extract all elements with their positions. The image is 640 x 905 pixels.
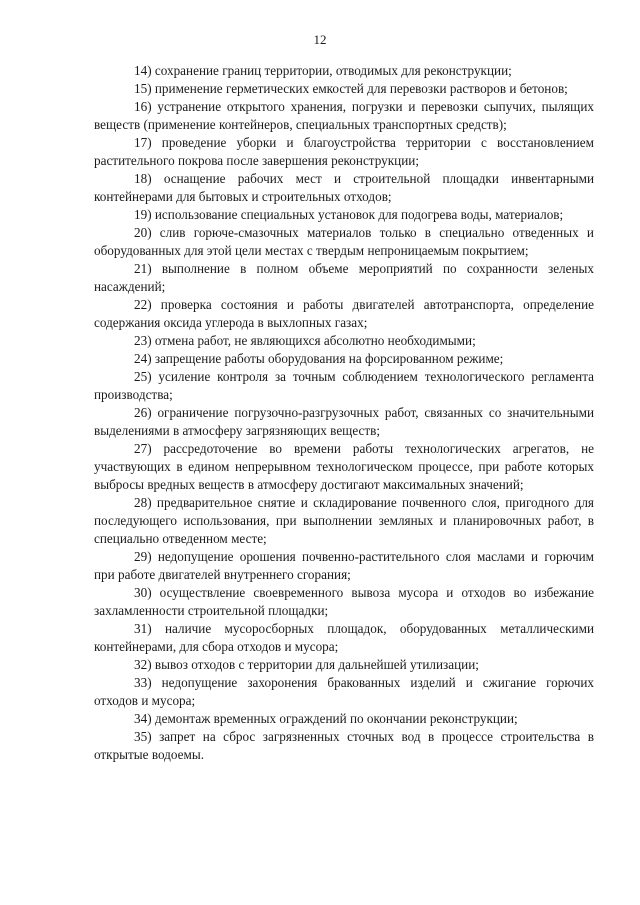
- document-body: [94, 62, 594, 764]
- page-number: 12: [313, 32, 327, 47]
- list-item: 23) отмена работ, не являющихся абсолютно необходимыми;: [134, 333, 476, 348]
- list-item: 22) проверка состояния и работы двигателей автотранспорта, определение содержания оксида углерода в выхлопных газах;: [94, 297, 594, 330]
- list-item: 15) применение герметических емкостей для перевозки растворов и бетонов;: [134, 81, 568, 96]
- list-item: 29) недопущение орошения почвенно-растительного слоя маслами и горючим при работе двигателей внутреннего сгорания;: [94, 549, 594, 582]
- list-item: 33) недопущение захоронения бракованных изделий и сжигание горючих отходов и мусора;: [94, 675, 594, 708]
- list-item: 14) сохранение границ территории, отводимых для реконструкции;: [134, 63, 512, 78]
- list-item: 30) осуществление своевременного вывоза мусора и отходов во избежание захламленности строительной площадки;: [94, 585, 594, 618]
- list-item: 16) устранение открытого хранения, погрузки и перевозки сыпучих, пылящих веществ (применение контейнеров, специальных транспортных средств);: [94, 99, 594, 132]
- list-item: 34) демонтаж временных ограждений по окончании реконструкции;: [134, 711, 518, 726]
- list-item: 18) оснащение рабочих мест и строительной площадки инвентарными контейнерами для бытовых и строительных отходов;: [94, 171, 594, 204]
- list-item: 32) вывоз отходов с территории для дальнейшей утилизации;: [134, 657, 479, 672]
- list-item: 24) запрещение работы оборудования на форсированном режиме;: [134, 351, 504, 366]
- list-item: 19) использование специальных установок для подогрева воды, материалов;: [134, 207, 564, 222]
- list-item: 28) предварительное снятие и складирование почвенного слоя, пригодного для последующего использования, при выполнении земляных и планировочных работ, в специально отведенном месте;: [94, 495, 594, 546]
- list-item: 27) рассредоточение во времени работы технологических агрегатов, не участвующих в едином непрерывном технологическом процессе, при работе которых выбросы вредных веществ в атмосферу достигают максимальных значений;: [94, 441, 594, 492]
- list-item: 25) усиление контроля за точным соблюдением технологического регламента производства;: [94, 369, 594, 402]
- list-item: 21) выполнение в полном объеме мероприятий по сохранности зеленых насаждений;: [94, 261, 594, 294]
- list-item: 35) запрет на сброс загрязненных сточных вод в процессе строительства в открытые водоемы.: [94, 729, 594, 762]
- list-item: 26) ограничение погрузочно-разгрузочных работ, связанных со значительными выделениями в атмосферу загрязняющих веществ;: [94, 405, 594, 438]
- list-item: 20) слив горюче-смазочных материалов только в специально отведенных и оборудованных для этой цели местах с твердым непроницаемым покрытием;: [94, 225, 594, 258]
- list-item: 17) проведение уборки и благоустройства территории с восстановлением растительного покрова после завершения реконструкции;: [94, 135, 594, 168]
- list-item: 31) наличие мусоросборных площадок, оборудованных металлическими контейнерами, для сбора отходов и мусора;: [94, 621, 594, 654]
